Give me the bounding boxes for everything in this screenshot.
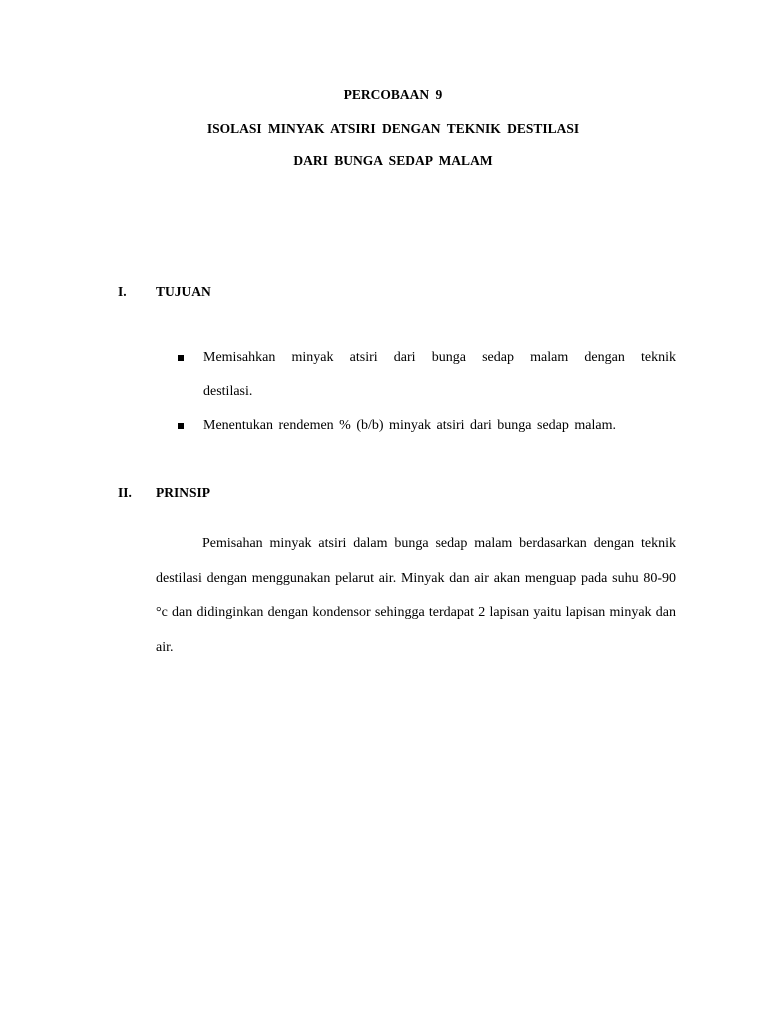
experiment-title: ISOLASI MINYAK ATSIRI DENGAN TEKNIK DESTILASI bbox=[206, 121, 580, 136]
experiment-subtitle: DARI BUNGA SEDAP MALAM bbox=[293, 153, 493, 168]
square-bullet-icon bbox=[178, 423, 184, 429]
section-number-tujuan: I. bbox=[118, 284, 127, 299]
experiment-number-title: PERCOBAAN 9 bbox=[343, 87, 443, 102]
section-heading-prinsip: PRINSIP bbox=[156, 485, 211, 500]
square-bullet-icon bbox=[178, 355, 184, 361]
section-number-prinsip: II. bbox=[118, 485, 132, 500]
objective-item-2: Menentukan rendemen % (b/b) minyak atsiri dari bunga sedap malam. bbox=[203, 418, 616, 433]
section-heading-tujuan: TUJUAN bbox=[156, 284, 211, 299]
principle-paragraph: Pemisahan minyak atsiri dalam bunga sedap malam berdasarkan dengan teknik destilasi dengan menggunakan pelarut air. Minyak dan air akan menguap pada suhu 80-90 °c dan didinginkan dengan kondensor sehingga terdapat 2 lapisan yaitu lapisan minyak dan air. bbox=[156, 536, 676, 655]
objective-item-1: Memisahkan minyak atsiri dari bunga sedap malam dengan teknik destilasi. bbox=[203, 350, 676, 399]
